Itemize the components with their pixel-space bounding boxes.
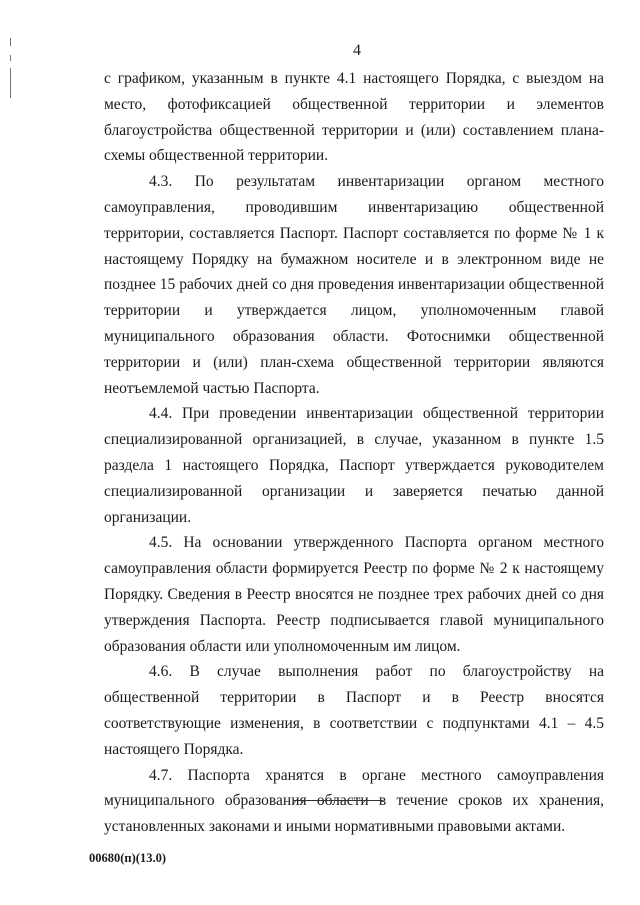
paragraph-continuation: с графиком, указанным в пункте 4.1 настоящего Порядка, с выездом на место, фотофиксацией общественной территории и элементов благоустройства общественной территории и (или) составлением плана-схемы общественной территории. xyxy=(104,70,604,165)
scan-edge-mark xyxy=(10,38,11,46)
paragraph-4-6: 4.6. В случае выполнения работ по благоустройству на общественной территории в Паспорт и в Реестр вносятся соответствующие изменения, в соответствии с подпунктами 4.1 – 4.5 настоящего Порядка. xyxy=(104,663,604,758)
paragraph-4-7: 4.7. Паспорта хранятся в органе местного самоуправления муниципального образования области в течение сроков их хранения, установленных законами и иными нормативными правовыми актами. xyxy=(104,766,604,836)
scan-edge-mark xyxy=(10,55,11,61)
paragraph-4-3: 4.3. По результатам инвентаризации органом местного самоуправления, проводившим инвентаризацию общественной территории, составляется Паспорт. Паспорт составляется по форме № 1 к настоящему Порядку на бумажном носителе и в электронном виде не позднее 15 рабочих дней со дня проведения инвентаризации общественной территории и утверждается лицом, уполномоченным главой муниципального образования области. Фотоснимки общественной территории и (или) план-схема общественной территории являются неотъемлемой частью Паспорта. xyxy=(104,173,604,397)
document-code: 00680(п)(13.0) xyxy=(89,851,166,865)
page-number: 4 xyxy=(353,42,361,59)
document-body xyxy=(104,66,604,840)
scan-edge-mark xyxy=(10,68,11,98)
paragraph-4-5: 4.5. На основании утвержденного Паспорта органом местного самоуправления области формируется Реестр по форме № 2 к настоящему Порядку. Сведения в Реестр вносятся не позднее трех рабочих дней со дня утверждения Паспорта. Реестр подписывается главой муниципального образования области или уполномоченным им лицом. xyxy=(104,534,604,655)
paragraph-4-4: 4.4. При проведении инвентаризации общественной территории специализированной организацией, в случае, указанном в пункте 1.5 раздела 1 настоящего Порядка, Паспорт утверждается руководителем специализированной организации и заверяется печатью данной организации. xyxy=(104,405,604,526)
end-separator-line xyxy=(293,800,383,801)
